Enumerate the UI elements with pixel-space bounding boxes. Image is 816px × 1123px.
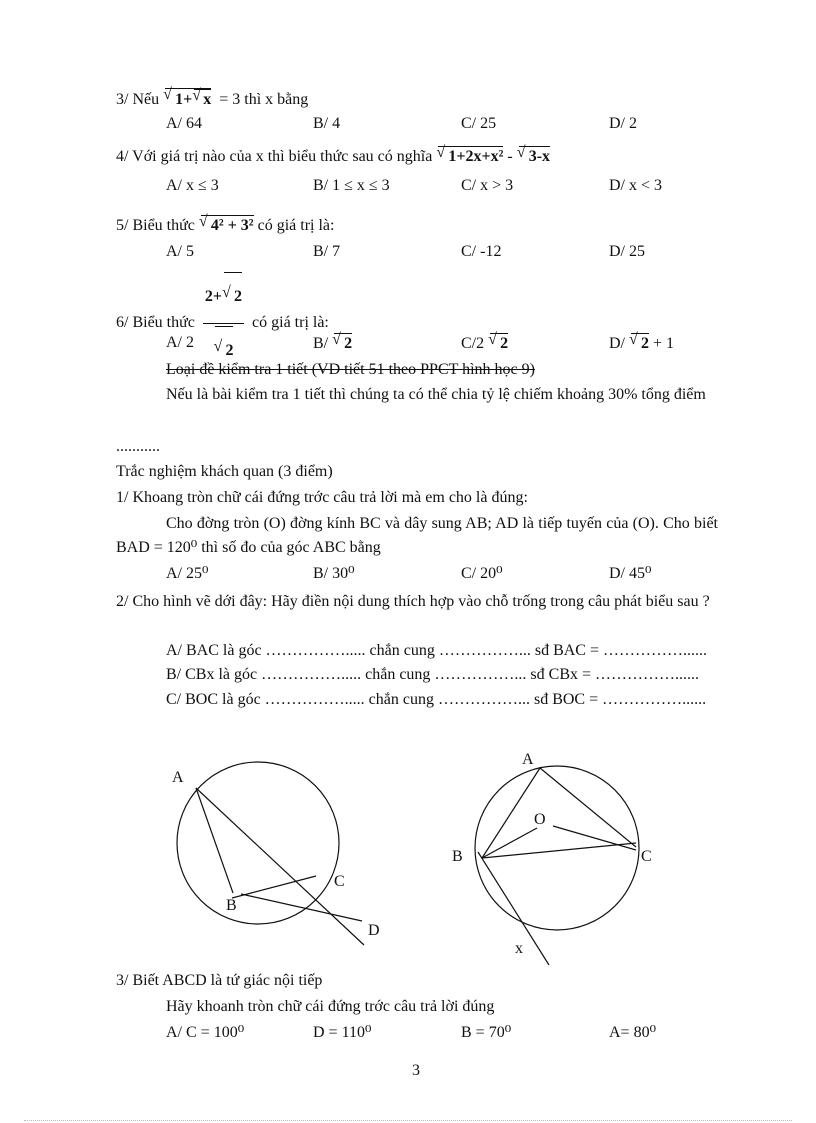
label-left-c: C: [334, 873, 345, 890]
q6-stem: 6/ Biểu thức 2+√ 2 √ 2 có giá trị là:: [116, 272, 329, 375]
q4-option-c[interactable]: C/ x > 3: [461, 177, 514, 194]
label-right-b: B: [452, 848, 463, 865]
line-bx: [478, 852, 549, 965]
q4-option-d[interactable]: D/ x < 3: [609, 177, 663, 194]
q5-option-a[interactable]: A/ 5: [166, 243, 194, 260]
p2-stem: 2/ Cho hình vẽ dới đây: Hãy điền nội dung thích hợp vào chỗ trống trong câu phát biểu sau ?: [116, 593, 710, 610]
section-paragraph: Nếu là bài kiểm tra 1 tiết thì chúng ta có thể chia tỷ lệ chiếm khoảng 30% tổng điểm: [166, 386, 706, 403]
q6-option-b[interactable]: B/ √ 2: [313, 333, 352, 354]
p3-option-b[interactable]: B = 70⁰: [461, 1024, 512, 1041]
p3-instruction: Hãy khoanh tròn chữ cái đứng trớc câu trả lời đúng: [166, 998, 495, 1015]
section-heading: Loại đề kiểm tra 1 tiết (VD tiết 51 theo PPCT hình học 9): [166, 361, 535, 378]
page-number: 3: [412, 1062, 420, 1079]
footer-divider: [24, 1120, 792, 1121]
q3-option-b[interactable]: B/ 4: [313, 115, 341, 132]
p1-option-a[interactable]: A/ 25⁰: [166, 565, 209, 582]
line-ac-right: [540, 768, 636, 847]
left-figure: [177, 762, 364, 945]
q3-stem: 3/ Nếu √ 1+√ x = 3 thì x bằng: [116, 88, 308, 110]
q6-option-a[interactable]: A/ 2: [166, 334, 194, 351]
label-left-b: B: [226, 897, 237, 914]
p3-option-a2[interactable]: A= 80⁰: [609, 1024, 656, 1041]
p3-option-a[interactable]: A/ C = 100⁰: [166, 1024, 245, 1041]
q3-option-d[interactable]: D/ 2: [609, 115, 637, 132]
p1-stem: 1/ Khoang tròn chữ cái đứng trớc câu trả lời mà em cho là đúng:: [116, 489, 528, 506]
label-right-x: x: [515, 940, 523, 957]
q3-option-c[interactable]: C/ 25: [461, 115, 497, 132]
p2-line-a: A/ BAC là góc ……………..... chắn cung ……………... sđ BAC = ……………......: [166, 642, 707, 659]
label-left-d: D: [368, 922, 380, 939]
p1-option-b[interactable]: B/ 30⁰: [313, 565, 355, 582]
line-ab: [196, 788, 233, 893]
p2-line-b: B/ CBx là góc ……………..... chắn cung ……………... sđ CBx = ……………......: [166, 666, 700, 683]
q4-stem: 4/ Với giá trị nào của x thì biểu thức sau có nghĩa √ 1+2x+x² - √ 3-x: [116, 146, 550, 167]
q3-option-a[interactable]: A/ 64: [166, 115, 202, 132]
q5-stem: 5/ Biểu thức √ 4² + 3² có giá trị là:: [116, 215, 334, 236]
p1-option-c[interactable]: C/ 20⁰: [461, 565, 503, 582]
q5-option-b[interactable]: B/ 7: [313, 243, 341, 260]
section-dots: ...........: [116, 438, 160, 455]
q5-option-c[interactable]: C/ -12: [461, 243, 502, 260]
q6-option-d[interactable]: D/ √ 2 + 1: [609, 333, 674, 354]
line-ab-right: [482, 768, 540, 858]
label-right-o: O: [534, 811, 546, 828]
label-right-c: C: [641, 848, 652, 865]
q6-option-c[interactable]: C/2 √ 2: [461, 333, 508, 354]
p1-body: Cho đờng tròn (O) đờng kính BC và dây sung AB; AD là tiếp tuyến của (O). Cho biết BAD = 120⁰ thì số đo của góc ABC bằng: [116, 515, 718, 556]
line-oc: [553, 826, 636, 850]
section-subheading: Trắc nghiệm khách quan (3 điểm): [116, 463, 333, 480]
p1-option-d[interactable]: D/ 45⁰: [609, 565, 652, 582]
p3-stem: 3/ Biết ABCD là tứ giác nội tiếp: [116, 972, 323, 989]
right-figure: [475, 766, 639, 965]
p2-line-c: C/ BOC là góc ……………..... chắn cung ……………... sđ BOC = ……………......: [166, 691, 707, 708]
q4-option-a[interactable]: A/ x ≤ 3: [166, 177, 219, 194]
q6-fraction: 2+√ 2 √ 2: [203, 272, 244, 375]
q4-option-b[interactable]: B/ 1 ≤ x ≤ 3: [313, 177, 390, 194]
q5-option-d[interactable]: D/ 25: [609, 243, 645, 260]
line-bd: [241, 894, 362, 921]
label-right-a: A: [522, 751, 534, 768]
label-left-a: A: [172, 769, 184, 786]
q3-radical: √ 1+√ x: [165, 88, 211, 110]
p3-option-d[interactable]: D = 110⁰: [313, 1024, 372, 1041]
